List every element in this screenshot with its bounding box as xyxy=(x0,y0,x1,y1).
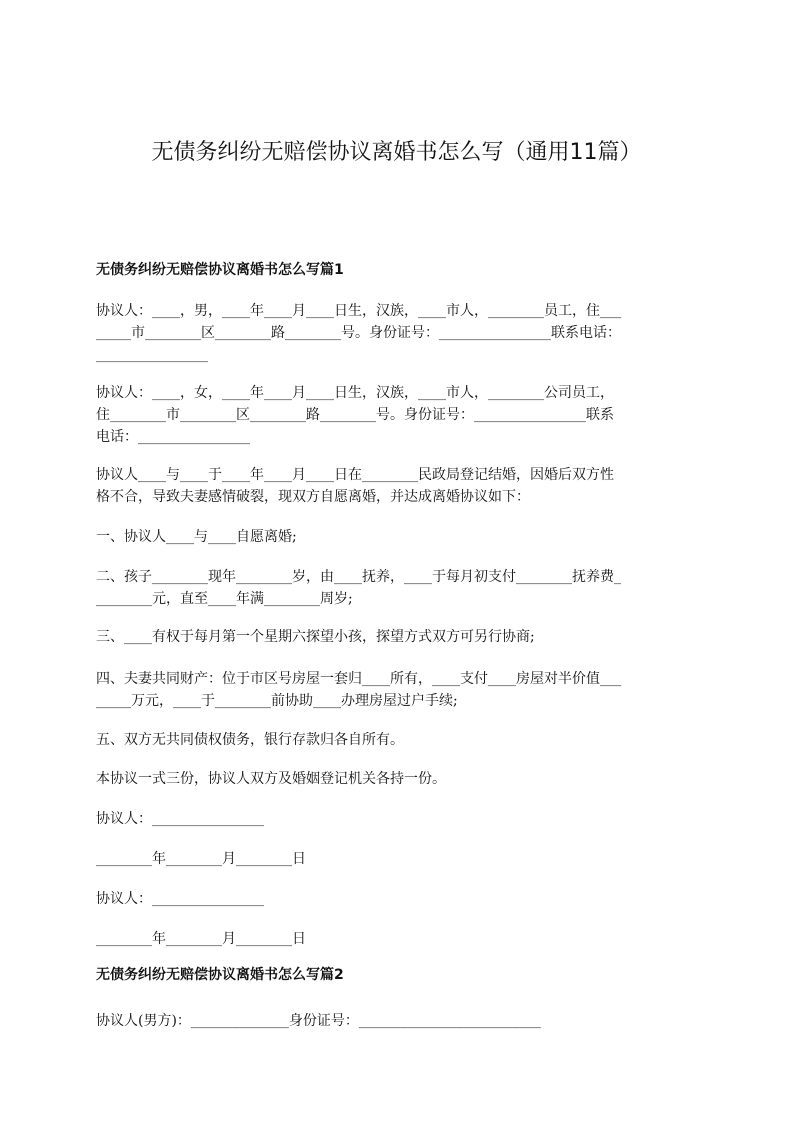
date-2 xyxy=(96,928,700,950)
copies-line: 本协议一式三份，协议人双方及婚姻登记机关各持一份。 xyxy=(96,771,446,787)
clause-line: 一、协议人____与____自愿离婚; xyxy=(96,529,297,545)
party-male-line: ________________ xyxy=(96,347,208,363)
clause-2 xyxy=(96,566,700,610)
party-male-line: 协议人(男方)：______________身份证号：__________________________ xyxy=(96,1013,541,1029)
clause-3 xyxy=(96,626,700,648)
intro-paragraph xyxy=(96,464,700,508)
section2-party-male xyxy=(96,1010,700,1032)
page-title: 无债务纠纷无赔偿协议离婚书怎么写（通用11篇） xyxy=(151,140,642,165)
clause-5 xyxy=(96,729,700,751)
clause-line: _____万元，____于________前协助____办理房屋过户手续; xyxy=(96,693,458,709)
date-line: ________年________月________日 xyxy=(96,931,306,947)
intro-line: 格不合，导致夫妻感情破裂，现双方自愿离婚，并达成离婚协议如下： xyxy=(96,489,530,505)
clause-line: 五、双方无共同债权债务，银行存款归各自所有。 xyxy=(96,732,404,748)
clause-4 xyxy=(96,668,700,712)
party-male-line: _____市________区________路________号。身份证号：________________联系电话： xyxy=(96,325,621,341)
party-female-paragraph xyxy=(96,382,700,448)
signature-2 xyxy=(96,888,700,910)
signature-line: 协议人：________________ xyxy=(96,811,264,827)
clause-line: 四、夫妻共同财产：位于市区号房屋一套归____所有，____支付____房屋对半价值___ xyxy=(96,671,621,687)
section-heading-2: 无债务纠纷无赔偿协议离婚书怎么写篇2 xyxy=(96,967,344,983)
clause-line: ________元，直至____年满________周岁; xyxy=(96,591,353,607)
date-line: ________年________月________日 xyxy=(96,851,306,867)
party-male-line: 协议人：____，男，____年____月____日生，汉族，____市人，________员工，住___ xyxy=(96,303,621,319)
clause-line: 三、____有权于每月第一个星期六探望小孩，探望方式双方可另行协商; xyxy=(96,629,535,645)
clause-1 xyxy=(96,526,700,548)
signature-1 xyxy=(96,808,700,830)
signature-line: 协议人：________________ xyxy=(96,891,264,907)
intro-line: 协议人____与____于____年____月____日在________民政局登记结婚，因婚后双方性 xyxy=(96,467,614,483)
party-female-line: 协议人：____，女，____年____月____日生，汉族，____市人，________公司员工， xyxy=(96,385,614,401)
date-1 xyxy=(96,848,700,870)
party-female-line: 电话：________________ xyxy=(96,429,250,445)
party-male-paragraph xyxy=(96,300,700,366)
clause-line: 二、孩子________现年________岁，由____抚养，____于每月初支付________抚养费_ xyxy=(96,569,621,585)
party-female-line: 住________市________区________路________号。身份证号：________________联系 xyxy=(96,407,614,423)
section-heading-1: 无债务纠纷无赔偿协议离婚书怎么写篇1 xyxy=(96,262,344,278)
copies-note xyxy=(96,768,700,790)
